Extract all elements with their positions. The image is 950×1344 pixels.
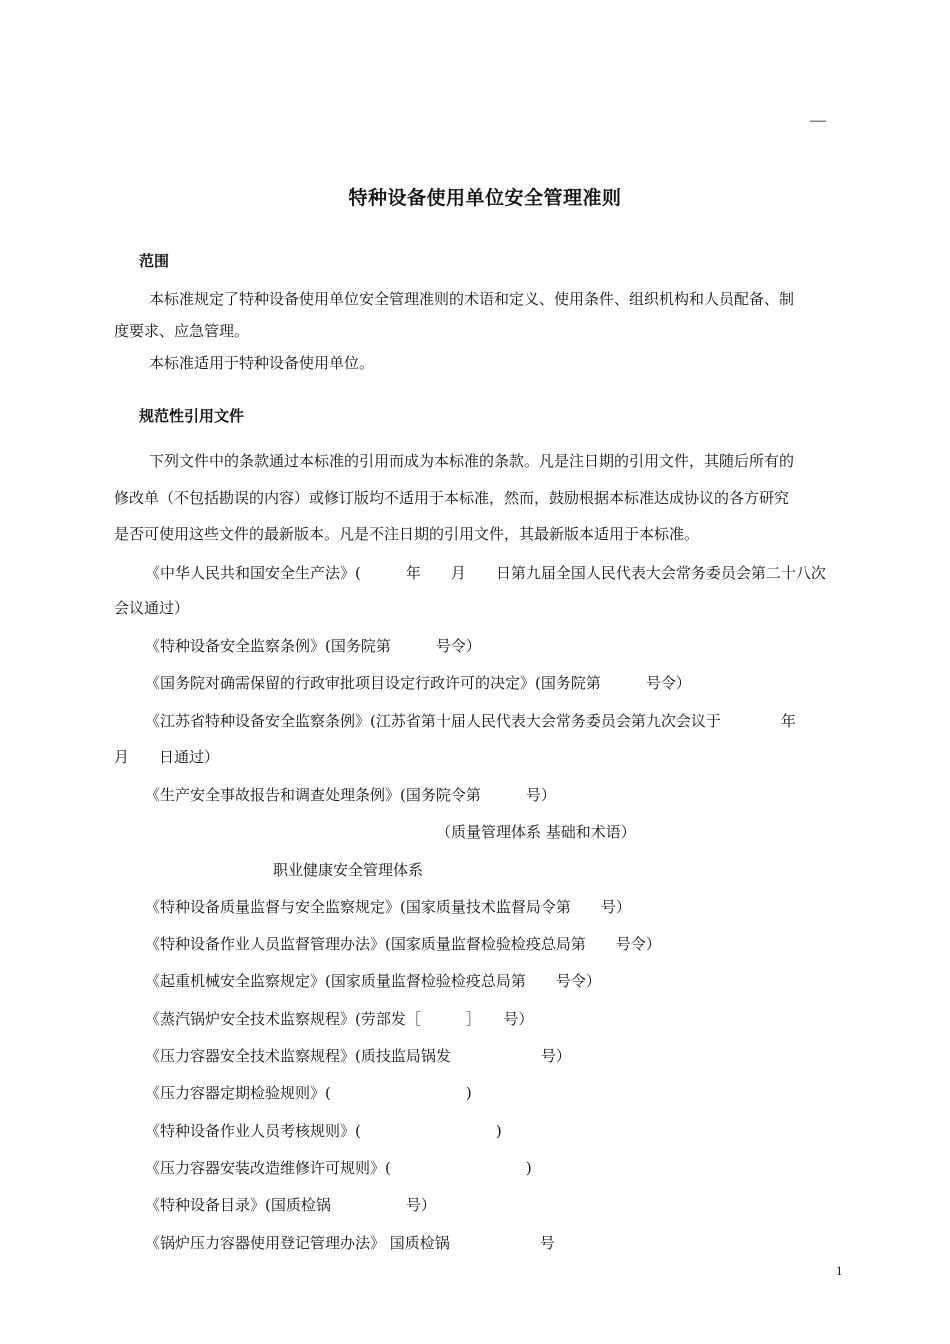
reference-item: 《压力容器安装改造维修许可规则》( ) [145, 1159, 532, 1177]
paragraph-line: 本标准规定了特种设备使用单位安全管理准则的术语和定义、使用条件、组织机构和人员配备、制 [149, 290, 795, 308]
paragraph-line: 修改单（不包括勘误的内容）或修订版均不适用于本标准，然而，鼓励根据本标准达成协议的各方研究 [114, 489, 790, 507]
reference-item: 会议通过） [114, 599, 190, 617]
reference-item: 《特种设备质量监督与安全监察规定》(国家质量技术监督局令第 号） [145, 898, 631, 916]
page-number: 1 [836, 1263, 843, 1278]
reference-item: 《特种设备安全监察条例》(国务院第 号令） [145, 637, 481, 655]
section-heading-scope: 范围 [139, 252, 170, 270]
reference-item: 《压力容器定期检验规则》( ) [145, 1084, 472, 1102]
reference-item: 《特种设备作业人员监督管理办法》(国家质量监督检验检疫总局第 号令） [145, 935, 661, 953]
section-heading-references: 规范性引用文件 [139, 407, 245, 425]
reference-item: 《中华人民共和国安全生产法》( 年 月 日第九届全国人民代表大会常务委员会第二十八次 [145, 564, 826, 582]
reference-item: 《蒸汽锅炉安全技术监察规程》(劳部发［ ］ 号） [145, 1010, 534, 1028]
reference-item: 《生产安全事故报告和调查处理条例》(国务院令第 号） [145, 786, 556, 804]
reference-item: 《江苏省特种设备安全监察条例》(江苏省第十届人民代表大会常务委员会第九次会议于 年 [145, 712, 796, 730]
paragraph-line: 本标准适用于特种设备使用单位。 [149, 354, 375, 372]
reference-item: 《特种设备作业人员考核规则》( ) [145, 1122, 502, 1140]
header-dash: — [810, 112, 826, 129]
reference-item: （质量管理体系 基础和术语） [436, 823, 636, 841]
paragraph-line: 度要求、应急管理。 [114, 322, 250, 340]
reference-item: 《压力容器安全技术监察规程》(质技监局锅发 号） [145, 1047, 571, 1065]
document-title: 特种设备使用单位安全管理准则 [348, 187, 622, 209]
reference-item: 《锅炉压力容器使用登记管理办法》 国质检锅 号 [145, 1234, 555, 1252]
paragraph-line: 是否可使用这些文件的最新版本。凡是不注日期的引用文件，其最新版本适用于本标准。 [114, 525, 700, 543]
reference-item: 《特种设备目录》(国质检锅 号） [145, 1196, 436, 1214]
reference-item: 职业健康安全管理体系 [273, 861, 424, 879]
reference-item: 月 日通过） [114, 748, 220, 766]
reference-item: 《国务院对确需保留的行政审批项目设定行政许可的决定》(国务院第 号令） [145, 674, 691, 692]
reference-item: 《起重机械安全监察规定》(国家质量监督检验检疫总局第 号令） [145, 972, 601, 990]
paragraph-line: 下列文件中的条款通过本标准的引用而成为本标准的条款。凡是注日期的引用文件，其随后所有的 [149, 452, 795, 470]
